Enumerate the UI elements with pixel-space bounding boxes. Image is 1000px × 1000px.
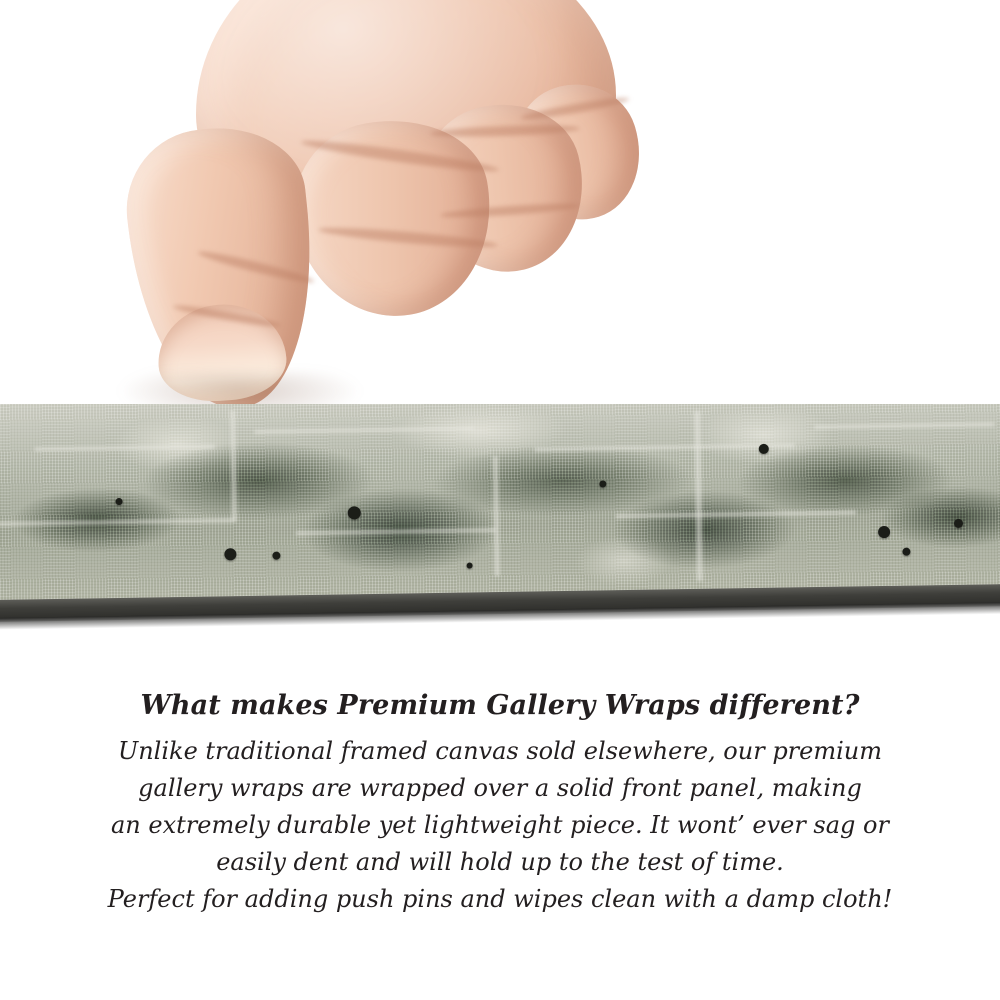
caption-line: gallery wraps are wrapped over a solid front panel, making <box>138 774 862 802</box>
caption-line: Unlike traditional framed canvas sold elsewhere, our premium <box>117 737 882 765</box>
texture-speck <box>599 480 606 487</box>
caption-line: Perfect for adding push pins and wipes clean with a damp cloth! <box>107 885 893 913</box>
texture-speck <box>115 498 122 505</box>
caption-block <box>0 690 1000 918</box>
texture-speck <box>224 548 236 560</box>
canvas-edge-strip <box>0 404 1000 640</box>
texture-speck <box>954 519 963 528</box>
texture-speck <box>902 548 910 556</box>
texture-speck <box>272 552 280 560</box>
caption-line: easily dent and will hold up to the test of time. <box>216 848 784 876</box>
texture-speck <box>467 563 473 569</box>
caption-line: an extremely durable yet lightweight piece. It wont’ ever sag or <box>111 811 889 839</box>
texture-speck <box>759 444 769 454</box>
caption-title: What makes Premium Gallery Wraps different? <box>140 690 860 721</box>
hand-illustration <box>0 0 1000 420</box>
